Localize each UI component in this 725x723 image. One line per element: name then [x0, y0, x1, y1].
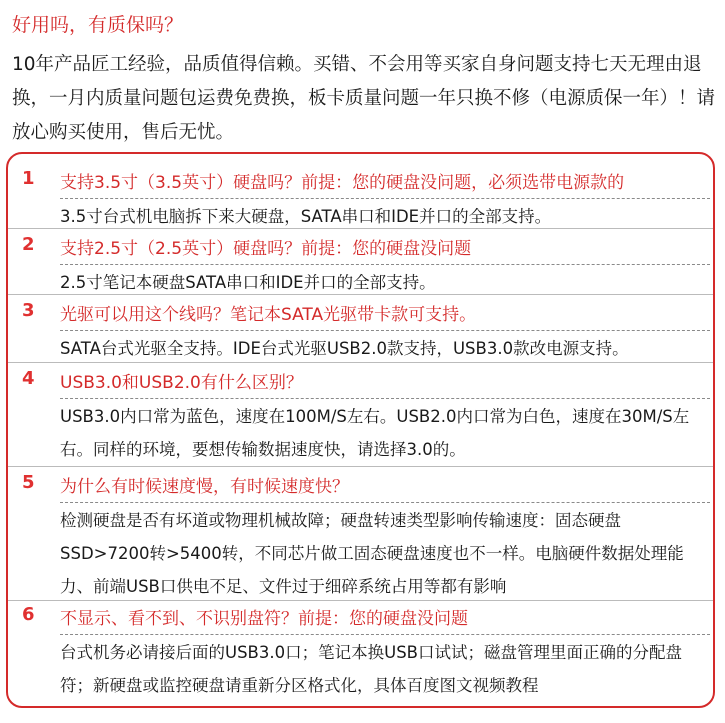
item-divider — [8, 294, 713, 295]
faq-panel — [6, 152, 715, 708]
faq-number: 3 — [22, 300, 35, 321]
dashed-divider — [60, 634, 710, 635]
faq-answer: 3.5寸台式机电脑拆下来大硬盘，SATA串口和IDE并口的全部支持。 — [60, 207, 552, 226]
faq-question: 支持2.5寸（2.5英寸）硬盘吗？前提：您的硬盘没问题 — [60, 239, 472, 259]
dashed-divider — [60, 502, 710, 503]
item-divider — [8, 466, 713, 467]
dashed-divider — [60, 198, 710, 199]
faq-number: 6 — [22, 604, 35, 625]
faq-answer: SATA台式光驱全支持。IDE台式光驱USB2.0款支持，USB3.0款改电源支持。 — [60, 339, 629, 358]
faq-question: 支持3.5寸（3.5英寸）硬盘吗？前提：您的硬盘没问题，必须选带电源款的 — [60, 173, 625, 193]
faq-number: 1 — [22, 168, 35, 189]
page-title: 好用吗，有质保吗？ — [12, 14, 184, 36]
dashed-divider — [60, 398, 710, 399]
faq-question: USB3.0和USB2.0有什么区别？ — [60, 373, 303, 393]
item-divider — [8, 362, 713, 363]
item-divider — [8, 600, 713, 601]
faq-number: 2 — [22, 234, 35, 255]
faq-question: 光驱可以用这个线吗？笔记本SATA光驱带卡款可支持。 — [60, 305, 477, 325]
faq-question: 不显示、看不到、不识别盘符？前提：您的硬盘没问题 — [60, 609, 468, 629]
faq-question: 为什么有时候速度慢，有时候速度快？ — [60, 477, 349, 497]
warranty-intro: 10年产品匠工经验，品质值得信赖。买错、不会用等买家自身问题支持七天无理由退换，一月内质量问题包运费免费换，板卡质量问题一年只换不修（电源质保一年）！请放心购买使用，售后无忧。 — [12, 54, 716, 143]
dashed-divider — [60, 330, 710, 331]
item-divider — [8, 228, 713, 229]
faq-answer: 2.5寸笔记本硬盘SATA串口和IDE并口的全部支持。 — [60, 273, 436, 292]
faq-answer: 检测硬盘是否有坏道或物理机械故障；硬盘转速类型影响传输速度：固态硬盘SSD>7200转>5400转，不同芯片做工固态硬盘速度也不一样。电脑硬件数据处理能力、前端USB口供电不足、文件过于细碎系统占用等都有影响 — [60, 511, 684, 596]
faq-number: 4 — [22, 368, 35, 389]
faq-number: 5 — [22, 472, 35, 493]
faq-answer: 台式机务必请接后面的USB3.0口；笔记本换USB口试试；磁盘管理里面正确的分配盘符；新硬盘或监控硬盘请重新分区格式化，具体百度图文视频教程 — [60, 643, 682, 695]
dashed-divider — [60, 264, 710, 265]
faq-answer: USB3.0内口常为蓝色，速度在100M/S左右。USB2.0内口常为白色，速度在30M/S左右。同样的环境，要想传输数据速度快，请选择3.0的。 — [60, 407, 690, 459]
